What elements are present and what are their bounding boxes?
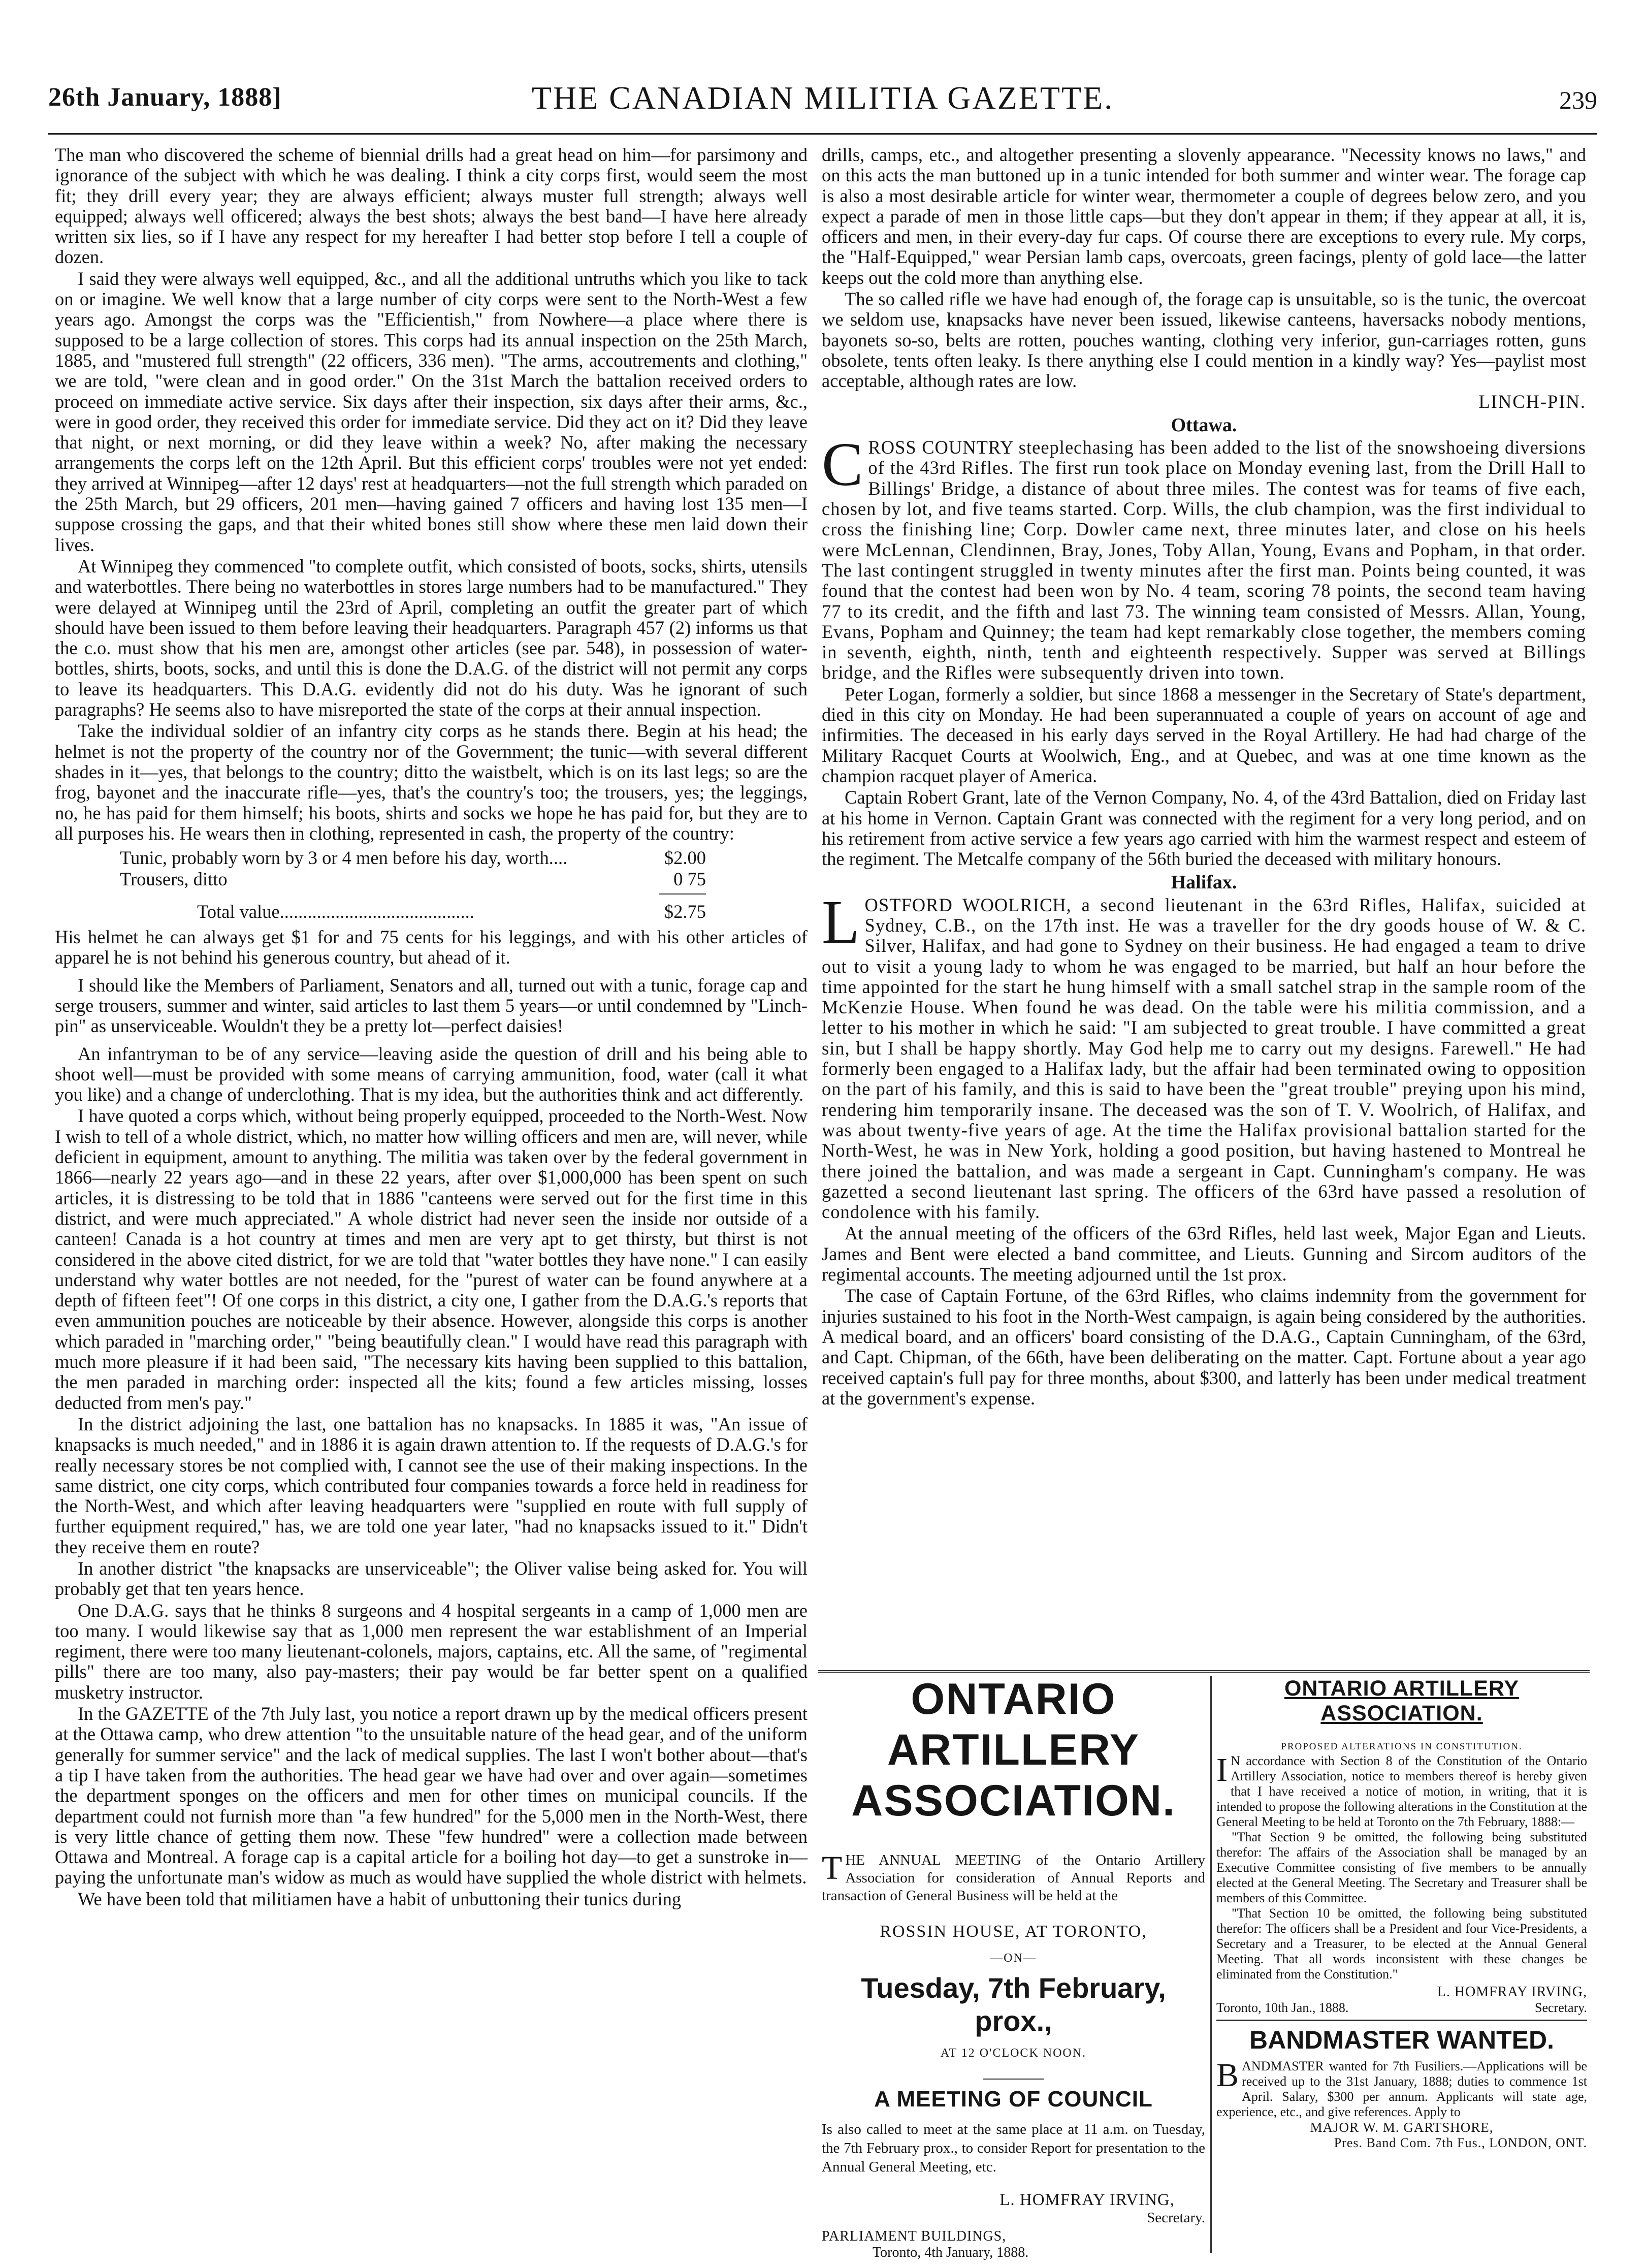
ad-role: Secretary.	[1535, 2000, 1587, 2015]
ad-subheading: PROPOSED ALTERATIONS IN CONSTITUTION.	[1281, 1741, 1523, 1752]
ad-title-line: ONTARIO	[911, 1675, 1116, 1723]
left-column	[55, 145, 808, 1909]
bandmaster-heading: BANDMASTER WANTED.	[1249, 2026, 1554, 2054]
article-paragraph: Take the individual soldier of an infantry city corps as he stands there. Begin at his head; the helmet is not the property of the country nor of the Government; the tunic—with several different shades in it—yes, that belongs to the country; ditto the waistbelt, which is on its last legs; so are the frog, bayonet and the inaccurate rifle—yes, that's the country's too; the trousers, yes; the leggings, no, he has paid for them himself; his boots, shirts and socks we hope he has paid for, but they are to all purposes his. He wears then in clothing, represented in cash, the property of the country:	[55, 720, 808, 844]
notice-text: HE ANNUAL MEETING of the Ontario Artillery Association for consideration of Annual Reports and transaction of General Business will be held at the	[822, 1852, 1205, 1904]
clothing-value-table	[55, 848, 808, 923]
alterations-paragraph: "That Section 10 be omitted, the following being substituted therefor: The officers shall be a President and four Vice-Presidents, a Secretary and a Treasurer, to be elected at the Annual General Meeting. That all words inconsistent with these changes be eliminated from the Constitution."	[1216, 1906, 1587, 1982]
bandmaster-contact: MAJOR W. M. GARTSHORE,	[1310, 2120, 1494, 2135]
council-heading: A MEETING OF COUNCIL	[874, 2087, 1153, 2112]
article-paragraph: I should like the Members of Parliament, Senators and all, turned out with a tunic, forage cap and serge trousers, summer and winter, said articles to last them 5 years—or until condemned by "Linch-pin" as unserviceable. Wouldn't they be a pretty lot—perfect daisies!	[55, 974, 808, 1037]
article-paragraph: I have quoted a corps which, without being properly equipped, proceeded to the North-West. Now I wish to tell of a whole district, which, no matter how willing officers and men are, will never, while deficient in equipment, amount to anything. The militia was taken over by the federal government in 1866—nearly 22 years ago—and in these 22 years, after over $1,000,000 has been spent on such articles, it is distressing to be told that in 1886 "canteens were served out for the first time in this district, and were much appreciated." A whole district had never seen the inside nor outside of a canteen! Canada is a hot country at times and men are very apt to get thirsty, but thirst is not considered in the above cited district, for we are told that "water bottles they have none." I can easily understand why water bottles are not needed, for the "purest of water can be found anywhere at a depth of fifteen feet"! Of one corps in this district, a city one, I gather from the D.A.G.'s reports that even ammunition pouches are noticeable by their absence. However, alongside this corps is another which paraded in "marching order," "being beautifully clean." I would have read this paragraph with much more pleasure if it had been said, "The necessary kits having been supplied to this battalion, the men paraded in marching order: inspected all the kits; found a few articles missing, losses deducted from men's pay."	[55, 1105, 808, 1413]
section-heading-halifax: Halifax.	[1171, 872, 1237, 893]
drop-cap: T	[822, 1849, 843, 1887]
article-paragraph: The man who discovered the scheme of biennial drills had a great head on him—for parsimony and ignorance of the subject with which he was dealing. I think a city corps first, would seem the most fit; they drill every year; they are always efficient; always muster full strength; always well equipped; always well officered; always the best shots; always the best band—I have here already written six lies, so if I have any respect for my hereafter I had better stop before I tell a couple of dozen.	[55, 144, 808, 268]
ad-place: Toronto, 10th Jan., 1888.	[1216, 2000, 1349, 2015]
article-paragraph: Captain Robert Grant, late of the Vernon Company, No. 4, of the 43rd Battalion, died on Friday last at his home in Vernon. Captain Grant was connected with the regiment for a very long period, and on his retirement from active service a few years ago carried with him the warmest respect and esteem of the regiment. The Metcalfe company of the 56th buried the deceased with military honours.	[822, 787, 1586, 870]
meeting-notice	[822, 1851, 1205, 1905]
article-paragraph: At Winnipeg they commenced "to complete outfit, which consisted of boots, socks, shirts, utensils and waterbottles. There being no waterbottles in stores large numbers had to be manufactured." They were delayed at Winnipeg until the 23rd of April, completing an outfit the greater part of which should have been issued to them before leaving their headquarters. Paragraph 457 (2) informs us that the c.o. must show that his men are, amongst other articles (see par. 548), in possession of water-bottles, shirts, boots, socks, and until this is done the D.A.G. of the district will not permit any corps to leave its headquarters. This D.A.G. evidently did not do his duty. Was he ignorant of such paragraphs? He seems also to have misreported the state of the corps at their annual inspection.	[55, 555, 808, 720]
ad-signer-role: Secretary.	[1147, 2210, 1205, 2226]
article-paragraph: Peter Logan, formerly a soldier, but since 1868 a messenger in the Secretary of State's department, died in this city on Monday. He had been superannuated a couple of years on account of age and infirmities. The deceased in his early days served in the Royal Artillery. He had had charge of the Military Racquet Courts at Woolwich, Eng., and at Quebec, and was at one time known as the champion racquet player of America.	[822, 683, 1586, 786]
alterations-body	[1216, 1753, 1587, 1982]
meeting-time: AT 12 O'CLOCK NOON.	[940, 2047, 1087, 2060]
article-paragraph: The so called rifle we have had enough of, the forage cap is unsuitable, so is the tunic, the overcoat we seldom use, knapsacks have never been issued, likewise canteens, haversacks nobody mentions, bayonets so-so, belts are rotten, pouches wanting, clothing very inferior, gun-carriages rotten, guns obsolete, tents often leaky. Is there anything else I could mention in a kindly way? Yes—paylist most acceptable, although rates are low.	[822, 289, 1586, 392]
tally-rule	[659, 893, 706, 895]
meeting-advertisement	[822, 1674, 1205, 2260]
publication-title: THE CANADIAN MILITIA GAZETTE.	[531, 80, 1114, 116]
article-paragraph	[822, 887, 1586, 1223]
tally-total-amount: $2.75	[664, 901, 706, 922]
drop-cap: C	[822, 430, 863, 499]
ad-place-line	[1216, 2000, 1587, 2016]
drop-cap: I	[1216, 1751, 1228, 1788]
paragraph-text: ANDMASTER wanted for 7th Fusiliers.—Applications will be received up to the 31st January, 1888; duties to commence 1st April. Salary, $300 per annum. Applicants will state age, experience, etc., and give references. Apply to	[1216, 2059, 1587, 2119]
paragraph-text: ROSS COUNTRY steeplechasing has been added to the list of the snowshoeing diversions of the 43rd Rifles. The first run took place on Monday evening last, from the Drill Hall to Billings' Bridge, a distance of about three miles. The contest was for teams of five each, chosen by lot, and five teams started. Corp. Wills, the club champion, was the first individual to cross the finishing line; Corp. Dowler came next, three minutes later, and close on his heels were McLennan, Clendinnen, Bray, Jones, Toby Allan, Young, Evans and Popham, in that order. The last contingent struggled in twenty minutes after the first man. Points being counted, it was found that the contest had been won by No. 4 team, scoring 78 points, the second team having 77 to its credit, and the fifth and last 73. The winning team consisted of Messrs. Allan, Young, Evans, Popham and Quinney; the team had kept remarkably close together, the members coming in seventh, eighth, ninth, tenth and eighteenth respectively. Supper was served at Billings bridge, and the Rifles were subsequently driven into town.	[822, 437, 1586, 683]
ad-signer: L. HOMFRAY IRVING,	[999, 2191, 1175, 2209]
article-paragraph: An infantryman to be of any service—leaving aside the question of drill and his being able to shoot well—must be provided with some means of carrying ammunition, food, water (call it what you like) and a change of underclothing. That is my idea, but the authorities think and act differently.	[55, 1043, 808, 1105]
ad-address: PARLIAMENT BUILDINGS,	[822, 2228, 1007, 2244]
article-paragraph: I said they were always well equipped, &c., and all the additional untruths which you like to tack on or imagine. We well know that a large number of city corps were sent to the North-West a few years ago. Amongst the corps was the "Efficientish," from Nowhere—a place where there is supposed to be a large collection of stores. This corps had its annual inspection on the 25th March, 1885, and "mustered full strength" (22 officers, 336 men). "The arms, accoutrements and clothing," we are told, "were clean and in good order." On the 31st March the battalion received orders to proceed on immediate active service. Six days after their inspection, six days after their arms, &c., were in good order, they received this order for immediate service. Did they act on it? Did they leave that night, or next morning, or did they leave within a week? No, after making the necessary arrangements the corps left on the 12th April. But this efficient corps' troubles were not yet ended: they arrived at Winnipeg—after 12 days' rest at headquarters—not the full strength which paraded on the 25th March, but 29 officers, 201 men—having gained 7 officers and having lost 135 men—I suppose crossing the gaps, and that their whited bones still show where these men laid down their lives.	[55, 268, 808, 555]
ad-address-date: Toronto, 4th January, 1888.	[873, 2245, 1029, 2260]
ad-rule	[983, 2079, 1044, 2080]
section-heading-ottawa: Ottawa.	[1171, 414, 1237, 436]
tally-row	[55, 869, 808, 890]
drop-cap: L	[822, 887, 860, 956]
meeting-date: Tuesday, 7th February, prox.,	[861, 1972, 1166, 2037]
ads-divider	[818, 1670, 1590, 1673]
tally-amount: $2.00	[664, 847, 706, 869]
article-paragraph: His helmet he can always get $1 for and 75 cents for his leggings, and with his other articles of apparel he is not behind his generous country, but ahead of it.	[55, 927, 808, 968]
tally-label: Trousers, ditto	[120, 869, 228, 890]
article-paragraph: In the GAZETTE of the 7th July last, you notice a report drawn up by the medical officers present at the Ottawa camp, who drew attention "to the unsuitable nature of the head gear, and of the uniform generally for summer service" and the lack of medical supplies. The last I won't bother about—that's a tip I have taken from the authorities. The head gear we have had over and over again—sometimes the department sponges on the officers and men for other times on municipal councils. If the department could not furnish more than "a few hundred" for the 5,000 men in the North-West, there is very little chance of getting them now. These "few hundred" were a collection made between Ottawa and Montreal. A forage cap is a capital article for a boiling hot day—to get a sunstroke in—paying the unfortunate man's widow as much as would have supplied the whole district with helmets.	[55, 1703, 808, 1888]
article-paragraph: One D.A.G. says that he thinks 8 surgeons and 4 hospital sergeants in a camp of 1,000 men are too many. I would likewise say that as 1,000 men represent the war establishment of an Imperial regiment, there were too many lieutenant-colonels, majors, captains, etc. All the same, of "regimental pills" there are too many, also pay-masters; their pay would be far better spent on a qualified musketry instructor.	[55, 1600, 808, 1703]
author-signature: LINCH-PIN.	[1478, 391, 1586, 412]
ads-vertical-rule	[1210, 1676, 1212, 2253]
tally-label: Tunic, probably worn by 3 or 4 men before his day, worth....	[120, 847, 568, 869]
alterations-paragraph	[1216, 1753, 1587, 1830]
tally-total-row	[55, 902, 808, 923]
header-rule	[48, 133, 1597, 135]
article-paragraph	[822, 430, 1586, 683]
article-paragraph: In the district adjoining the last, one battalion has no knapsacks. In 1885 it was, "An issue of knapsacks is much needed," and in 1886 it is again drawn attention to. If the requests of D.A.G.'s for really necessary stores be not complied with, I cannot see the use of their making inspections. In the same district, one city corps, which contributed four companies towards a force held in readiness for the North-West, and which after leaving headquarters were "supplied en route with full supply of further equipment required," has, we are told one year later, "had no knapsacks issued to it." Didn't they receive them en route?	[55, 1413, 808, 1557]
paragraph-text: N accordance with Section 8 of the Constitution of the Ontario Artillery Association, notice to members thereof is hereby given that I have received a notice of motion, in writing, that it is intended to propose the following alterations in the Constitution at the General Meeting to be held at Toronto on the 7th February, 1888:—	[1216, 1753, 1587, 1829]
alterations-paragraph: "That Section 9 be omitted, the following being substituted therefor: The affairs of the Association shall be managed by an Executive Committee consisting of five members to be annually elected at the General Meeting. The Secretary and Treasurer shall be members of this Committee.	[1216, 1830, 1587, 1905]
ad-title-line: ARTILLERY ASSOCIATION.	[851, 1726, 1176, 1825]
meeting-on: —ON—	[990, 1952, 1037, 1965]
ad-rule	[1216, 2020, 1587, 2021]
article-paragraph: At the annual meeting of the officers of the 63rd Rifles, held last week, Major Egan and Lieuts. James and Bent were elected a band committee, and Lieuts. Gunning and Sircom auditors of the regimental accounts. The meeting adjourned until the 1st prox.	[822, 1223, 1586, 1285]
tally-amount: 0 75	[673, 869, 706, 890]
right-column	[822, 145, 1586, 1409]
drop-cap: B	[1216, 2057, 1239, 2094]
issue-date: 26th January, 1888]	[48, 83, 282, 112]
ad-signer: L. HOMFRAY IRVING,	[1437, 1984, 1587, 2000]
bandmaster-contact-title: Pres. Band Com. 7th Fus., LONDON, ONT.	[1334, 2135, 1587, 2150]
bandmaster-body	[1216, 2059, 1587, 2120]
alterations-advertisement	[1216, 1676, 1587, 2151]
meeting-venue: ROSSIN HOUSE, AT TORONTO,	[880, 1922, 1147, 1941]
article-paragraph: In another district "the knapsacks are unserviceable"; the Oliver valise being asked for. You will probably get that ten years hence.	[55, 1558, 808, 1600]
tally-row	[55, 848, 808, 869]
council-text: Is also called to meet at the same place at 11 a.m. on Tuesday, the 7th February prox., to consider Report for presentation to the Annual General Meeting, etc.	[822, 2121, 1205, 2175]
ad-heading: ONTARIO ARTILLERY ASSOCIATION.	[1284, 1676, 1520, 1726]
article-paragraph: We have been told that militiamen have a habit of unbuttoning their tunics during	[78, 1888, 682, 1909]
article-paragraph: The case of Captain Fortune, of the 63rd Rifles, who claims indemnity from the government for injuries sustained to his foot in the North-West campaign, is again being considered by the authorities. A medical board, and an officers' board consisting of the D.A.G., Captain Cunningham, of the 63rd, and Capt. Chipman, of the 66th, have been deliberating on the matter. Capt. Fortune about a year ago received captain's full pay for three months, about $300, and latterly has been under medical treatment at the government's expense.	[822, 1285, 1586, 1409]
running-head	[48, 76, 1597, 122]
paragraph-text: OSTFORD WOOLRICH, a second lieutenant in the 63rd Rifles, Halifax, suicided at Sydney, C.B., on the 17th inst. He was a traveller for the dry goods house of W. & C. Silver, Halifax, and had gone to Sydney on their business. He had engaged a team to drive out to visit a young lady to whom he was engaged to be married, but half an hour before the time appointed for the start he hung himself with a small satchel strap in the sample room of the McKenzie House. When found he was dead. On the table were his militia commission, and a letter to his mother in which he said: "I am subjected to great trouble. I have committed a great sin, but I shall be happy shortly. May God help me to carry out my designs. Farewell." He had formerly been engaged to a Halifax lady, but the affair had been terminated owing to opposition on the part of his family, and this is said to have been the "great trouble" preying upon his mind, rendering him temporarily insane. The deceased was the son of T. V. Woolrich, of Halifax, and was about twenty-five years of age. At the time the Halifax provisional battalion started for the North-West, he was in New York, holding a good position, but having hastened to Montreal he there joined the battalion, and was made a sergeant in Capt. Cunningham's company. He was gazetted a second lieutenant last spring. The officers of the 63rd have passed a resolution of condolence with his family.	[822, 894, 1586, 1223]
page-number: 239	[1559, 86, 1597, 114]
tally-total-label: Total value..........................................	[197, 901, 474, 922]
article-paragraph: drills, camps, etc., and altogether presenting a slovenly appearance. "Necessity knows no laws," and on this acts the man buttoned up in a tunic intended for both summer and winter wear. The forage cap is also a most desirable article for winter wear, thermometer a couple of degrees below zero, and you expect a parade of men in those little caps—but they don't appear in them; if they appear at all, it is, officers and men, in their every-day fur caps. Of course there are exceptions to every rule. My corps, the "Half-Equipped," wear Persian lamb caps, overcoats, green facings, plenty of gold lace—the latter keeps out the cold more than anything else.	[822, 144, 1586, 288]
